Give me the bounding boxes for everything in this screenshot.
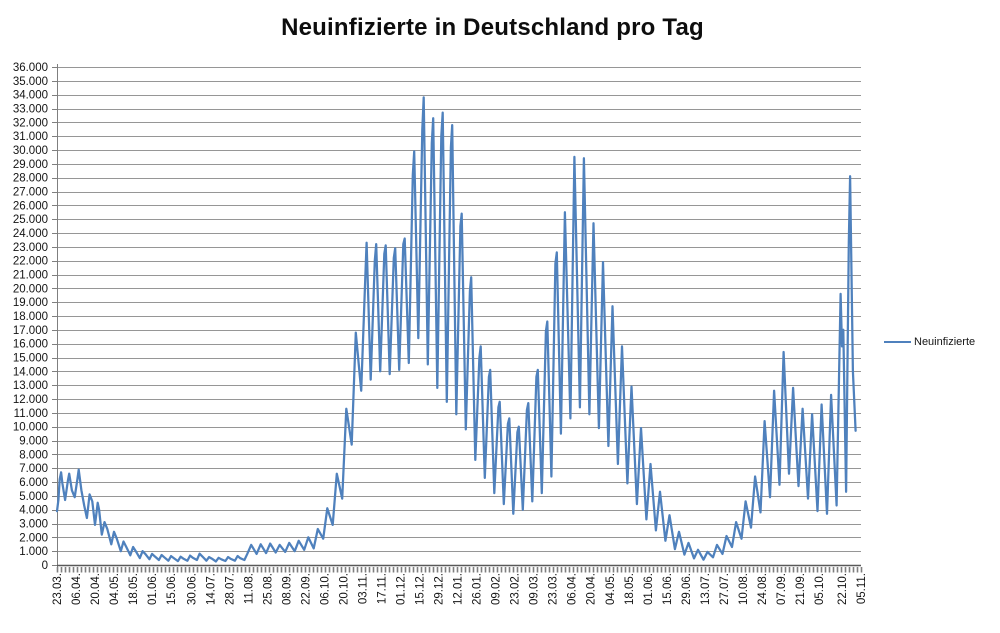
- y-axis-label: 21.000: [12, 269, 48, 282]
- y-axis-label: 14.000: [12, 366, 48, 379]
- y-axis-label: 18.000: [12, 311, 48, 323]
- x-axis-label: 29.06.: [680, 573, 693, 605]
- x-axis-label: 04.05.: [604, 573, 617, 605]
- y-axis-label: 3.000: [19, 518, 48, 531]
- x-axis-label: 27.07.: [718, 573, 731, 605]
- y-axis-label: 5.000: [19, 490, 48, 503]
- y-axis-label: 23.000: [12, 241, 48, 254]
- x-axis-label: 23.02.: [509, 573, 522, 605]
- y-axis-label: 13.000: [12, 380, 48, 393]
- y-axis-label: 12.000: [12, 394, 48, 406]
- x-axis-label: 01.12.: [395, 573, 408, 605]
- y-axis-label: 29.000: [12, 158, 48, 171]
- x-axis-label: 06.04.: [566, 573, 579, 605]
- y-axis-label: 11.000: [13, 407, 48, 420]
- x-axis-label: 18.05.: [623, 573, 636, 605]
- legend[interactable]: [884, 336, 975, 348]
- x-axis-label: 09.02.: [490, 573, 503, 605]
- series-line-neuinfizierte[interactable]: [57, 97, 856, 561]
- x-axis-label: 09.03.: [528, 573, 541, 605]
- y-axis-label: 6.000: [19, 477, 48, 489]
- y-axis-label: 19.000: [12, 297, 48, 310]
- y-axis-label: 8.000: [19, 449, 48, 462]
- y-axis-label: 27.000: [12, 186, 48, 199]
- x-axis-label: 05.11.: [856, 573, 868, 605]
- x-axis-label: 28.07.: [224, 573, 237, 605]
- y-axis-label: 26.000: [12, 200, 48, 213]
- y-axis-label: 31.000: [12, 131, 48, 144]
- x-axis-label: 30.06.: [186, 573, 199, 605]
- x-axis-label: 17.11.: [376, 573, 389, 605]
- y-axis-label: 22.000: [12, 255, 48, 268]
- y-axis-label: 28.000: [12, 172, 48, 185]
- x-axis-label: 15.06.: [661, 573, 674, 605]
- x-axis-label: 14.07.: [205, 573, 218, 605]
- x-axis-label: 15.12.: [414, 573, 427, 605]
- x-axis-label: 04.05.: [109, 573, 122, 605]
- y-axis-label: 2.000: [19, 532, 48, 545]
- y-axis-label: 34.000: [12, 89, 48, 102]
- y-axis-label: 15.000: [12, 352, 48, 365]
- x-axis-label: 08.09.: [281, 573, 294, 605]
- y-axis-label: 4.000: [19, 504, 48, 517]
- x-axis-label: 10.08.: [737, 573, 750, 605]
- y-axis-label: 32.000: [12, 117, 48, 130]
- y-axis-label: 9.000: [19, 435, 48, 448]
- x-axis-label: 05.10.: [813, 573, 826, 605]
- x-axis-label: 15.06.: [166, 573, 179, 605]
- x-axis-label: 24.08.: [756, 573, 769, 605]
- legend-label: Neuinfizierte: [914, 336, 976, 348]
- y-axis-label: 35.000: [12, 75, 48, 88]
- y-axis-label: 24.000: [12, 228, 48, 240]
- y-axis-label: 36.000: [12, 62, 48, 74]
- chart-title: Neuinfizierte in Deutschland pro Tag: [281, 14, 704, 41]
- y-axis-label: 25.000: [12, 214, 48, 227]
- y-axis-label: 30.000: [12, 145, 48, 157]
- x-axis-label: 25.08.: [262, 573, 275, 605]
- x-axis-label: 20.04.: [90, 573, 103, 605]
- y-axis-label: 0: [41, 560, 48, 572]
- x-axis-label: 23.03.: [52, 573, 64, 605]
- x-axis-label: 03.11.: [357, 573, 370, 605]
- x-axis-label: 29.12.: [433, 573, 446, 605]
- y-axis-label: 7.000: [19, 463, 48, 476]
- x-axis-label: 22.10.: [836, 573, 849, 605]
- x-axis-label: 01.06.: [147, 573, 160, 605]
- x-axis-label: 21.09.: [794, 573, 807, 605]
- y-axis-label: 10.000: [12, 421, 48, 434]
- x-axis-label: 06.10.: [319, 573, 332, 605]
- y-axis-label: 17.000: [12, 324, 48, 337]
- y-axis-label: 1.000: [19, 546, 48, 559]
- x-axis-label: 23.03.: [547, 573, 560, 605]
- x-axis-label: 18.05.: [128, 573, 141, 605]
- x-axis-label: 20.04.: [585, 573, 598, 605]
- x-axis-label: 11.08.: [243, 573, 256, 605]
- y-axis-label: 20.000: [12, 283, 48, 296]
- legend-line-sample: [884, 341, 911, 343]
- x-axis-label: 06.04.: [71, 573, 84, 605]
- y-axis-label: 33.000: [12, 103, 48, 116]
- x-axis-label: 07.09.: [775, 573, 788, 605]
- x-axis-label: 12.01.: [452, 573, 465, 605]
- y-axis-label: 16.000: [12, 338, 48, 351]
- x-axis-label: 26.01.: [471, 573, 484, 605]
- x-axis-label: 22.09.: [300, 573, 313, 605]
- x-axis-label: 01.06.: [642, 573, 655, 605]
- x-axis-label: 13.07.: [699, 573, 712, 605]
- x-axis-label: 20.10.: [338, 573, 351, 605]
